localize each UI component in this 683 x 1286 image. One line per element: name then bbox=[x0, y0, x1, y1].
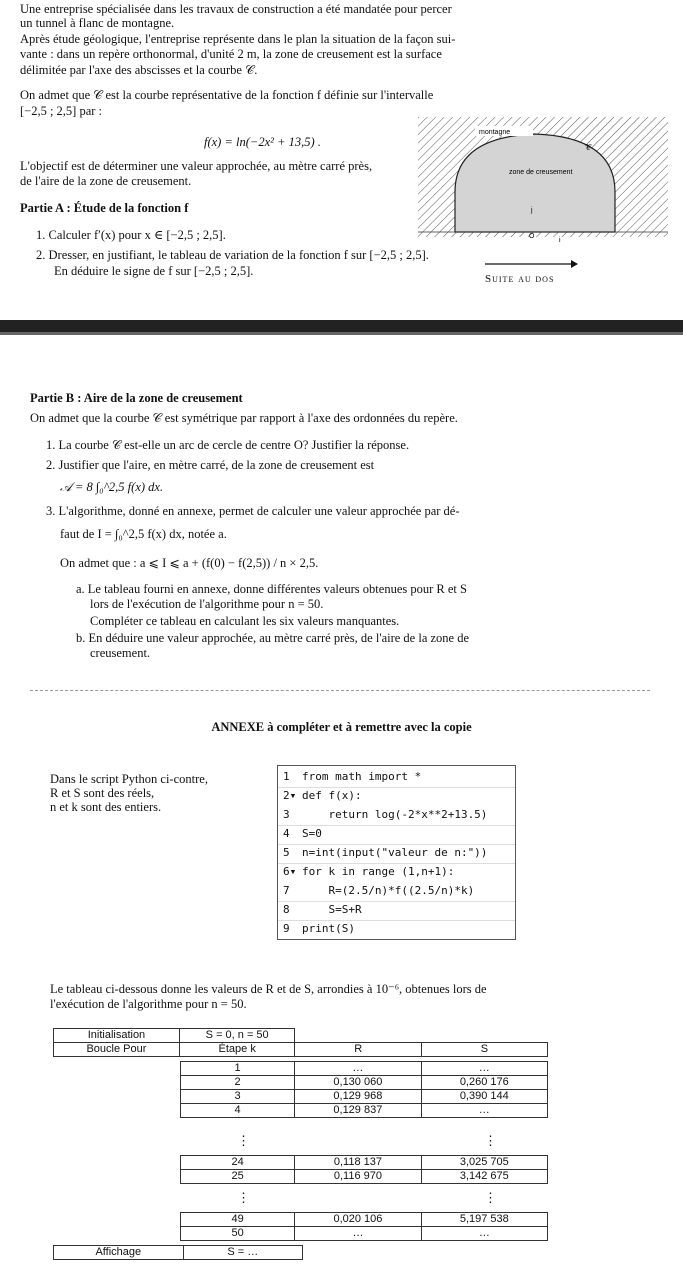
vdots: ⋮ bbox=[237, 1133, 250, 1148]
partB-q1: 1. La courbe 𝒞 est-elle un arc de cercle de centre O? Justifier la réponse. bbox=[46, 438, 410, 452]
code-text: R=(2.5/n)*f((2.5/n)*k) bbox=[302, 884, 475, 897]
partB-qb2: creusement. bbox=[90, 646, 151, 660]
algorithm-table-rows-3 bbox=[180, 1212, 548, 1241]
code-text: return log(-2*x**2+13.5) bbox=[302, 808, 488, 821]
code-text: from math import * bbox=[302, 770, 422, 783]
algorithm-table-display bbox=[53, 1245, 303, 1260]
line-number: 3 bbox=[283, 808, 290, 821]
cut-line bbox=[30, 690, 650, 691]
partB-qa3: Compléter ce tableau en calculant les six valeurs manquantes. bbox=[90, 614, 400, 628]
mountain-label: montagne bbox=[479, 129, 511, 136]
intro-line-3: Après étude géologique, l'entreprise représente dans le plan la situation de la façon sui- bbox=[20, 32, 456, 46]
algorithm-table-rows-1 bbox=[180, 1061, 548, 1118]
code-text: for k in range (1,n+1): bbox=[302, 865, 455, 878]
partB-intro: On admet que la courbe 𝒞 est symétrique par rapport à l'axe des ordonnées du repère. bbox=[30, 411, 458, 425]
intro-line-2: un tunnel à flanc de montagne. bbox=[20, 16, 175, 30]
intro-line-4: vante : dans un repère orthonormal, d'unité 2 m, la zone de creusement est la surface bbox=[20, 47, 442, 61]
table-row: 4 0,129 837 … bbox=[181, 1104, 548, 1118]
code-line bbox=[278, 880, 515, 901]
partA-q2: 2. Dresser, en justifiant, le tableau de variation de la fonction f sur [−2,5 ; 2,5]. bbox=[36, 248, 429, 262]
algorithm-table-header bbox=[53, 1028, 548, 1057]
partB-qa: a. Le tableau fourni en annexe, donne différentes valeurs obtenues pour R et S bbox=[76, 582, 467, 596]
code-text: def f(x): bbox=[302, 789, 362, 802]
table-row: 3 0,129 968 0,390 144 bbox=[181, 1090, 548, 1104]
annexe-desc-1: Dans le script Python ci-contre, bbox=[50, 772, 208, 786]
next-page-label: Suite au dos bbox=[485, 273, 555, 285]
loop-label: Boucle Pour bbox=[54, 1043, 180, 1057]
code-line bbox=[278, 804, 515, 825]
origin-label: O bbox=[529, 233, 535, 240]
line-number: 1 bbox=[283, 770, 290, 783]
init-value: S = 0, n = 50 bbox=[179, 1029, 295, 1043]
code-line bbox=[278, 823, 515, 844]
code-text: S=0 bbox=[302, 827, 322, 840]
code-line bbox=[278, 861, 515, 882]
intro-line-6: On admet que 𝒞 est la courbe représentative de la fonction f définie sur l'intervalle bbox=[20, 88, 434, 102]
partB-qb: b. En déduire une valeur approchée, au mètre carré près, de l'aire de la zone de bbox=[76, 631, 470, 645]
display-label: Affichage bbox=[54, 1246, 184, 1260]
zone-label: zone de creusement bbox=[509, 169, 573, 176]
annexe-desc-3: n et k sont des entiers. bbox=[50, 800, 162, 814]
python-script bbox=[277, 765, 516, 940]
partB-q2: 2. Justifier que l'aire, en mètre carré, de la zone de creusement est bbox=[46, 458, 375, 472]
algorithm-table-rows-2 bbox=[180, 1155, 548, 1184]
partB-q3: 3. L'algorithme, donné en annexe, permet de calculer une valeur approchée par dé- bbox=[46, 504, 460, 518]
table-row: 1 … … bbox=[181, 1062, 548, 1076]
col-r-header: R bbox=[295, 1043, 422, 1057]
intro-line-1: Une entreprise spécialisée dans les travaux de construction a été mandatée pour percer bbox=[20, 2, 452, 16]
partB-title: Partie B : Aire de la zone de creusement bbox=[30, 391, 243, 405]
page-break-band bbox=[0, 320, 683, 332]
partA-q1: 1. Calculer f′(x) pour x ∈ [−2,5 ; 2,5]. bbox=[36, 228, 226, 242]
vdots: ⋮ bbox=[237, 1190, 250, 1205]
code-line bbox=[278, 842, 515, 863]
j-vector-label: j bbox=[531, 207, 533, 214]
line-number: 8 bbox=[283, 903, 290, 916]
excavation-zone bbox=[455, 134, 615, 232]
line-number: 2▾ bbox=[283, 789, 297, 802]
code-line bbox=[278, 766, 515, 787]
intro-line-8: L'objectif est de déterminer une valeur approchée, au mètre carré près, bbox=[20, 159, 373, 173]
function-formula: f(x) = ln(−2x² + 13,5) . bbox=[204, 135, 321, 149]
partB-q3c: On admet que : a ⩽ I ⩽ a + (f(0) − f(2,5)) / n × 2,5. bbox=[60, 556, 319, 570]
table-row: 50 … … bbox=[181, 1227, 548, 1241]
table-row: 24 0,118 137 3,025 705 bbox=[181, 1156, 548, 1170]
display-value: S = … bbox=[183, 1246, 302, 1260]
init-label: Initialisation bbox=[54, 1029, 180, 1043]
code-line bbox=[278, 918, 515, 939]
code-line bbox=[278, 785, 515, 806]
line-number: 9 bbox=[283, 922, 290, 935]
partA-title: Partie A : Étude de la fonction f bbox=[20, 201, 189, 215]
table-intro-2: l'exécution de l'algorithme pour n = 50. bbox=[50, 997, 247, 1011]
i-vector-label: i bbox=[559, 237, 561, 244]
partB-qa2: lors de l'exécution de l'algorithme pour n = 50. bbox=[90, 597, 324, 611]
table-row: 2 0,130 060 0,260 176 bbox=[181, 1076, 548, 1090]
code-line bbox=[278, 899, 515, 920]
partB-q3b: faut de I = ∫₀^2,5 f(x) dx, notée a. bbox=[60, 527, 227, 541]
intro-line-7: [−2,5 ; 2,5] par : bbox=[20, 104, 103, 118]
line-number: 6▾ bbox=[283, 865, 297, 878]
col-s-header: S bbox=[421, 1043, 547, 1057]
vdots: ⋮ bbox=[484, 1190, 497, 1205]
code-text: print(S) bbox=[302, 922, 355, 935]
table-row: 49 0,020 106 5,197 538 bbox=[181, 1213, 548, 1227]
table-intro-1: Le tableau ci-dessous donne les valeurs de R et de S, arrondies à 10⁻⁶, obtenues lors de bbox=[50, 982, 487, 996]
partB-q2-formula: 𝒜 = 8 ∫₀^2,5 f(x) dx. bbox=[60, 480, 164, 494]
line-number: 7 bbox=[283, 884, 290, 897]
curve-label: 𝒞 bbox=[585, 143, 591, 152]
line-number: 4 bbox=[283, 827, 290, 840]
page-break-shadow bbox=[0, 332, 683, 335]
vdots: ⋮ bbox=[484, 1133, 497, 1148]
line-number: 5 bbox=[283, 846, 290, 859]
tunnel-figure bbox=[415, 112, 670, 292]
code-text: S=S+R bbox=[302, 903, 362, 916]
code-text: n=int(input("valeur de n:")) bbox=[302, 846, 488, 859]
intro-line-5: délimitée par l'axe des abscisses et la courbe 𝒞. bbox=[20, 63, 258, 77]
partA-q2b: En déduire le signe de f sur [−2,5 ; 2,5]. bbox=[54, 264, 254, 278]
annexe-title: ANNEXE à compléter et à remettre avec la copie bbox=[211, 720, 472, 734]
intro-line-9: de l'aire de la zone de creusement. bbox=[20, 174, 192, 188]
col-k-header: Étape k bbox=[179, 1043, 295, 1057]
table-row: 25 0,116 970 3,142 675 bbox=[181, 1170, 548, 1184]
annexe-desc-2: R et S sont des réels, bbox=[50, 786, 155, 800]
arrow-head bbox=[571, 260, 578, 268]
